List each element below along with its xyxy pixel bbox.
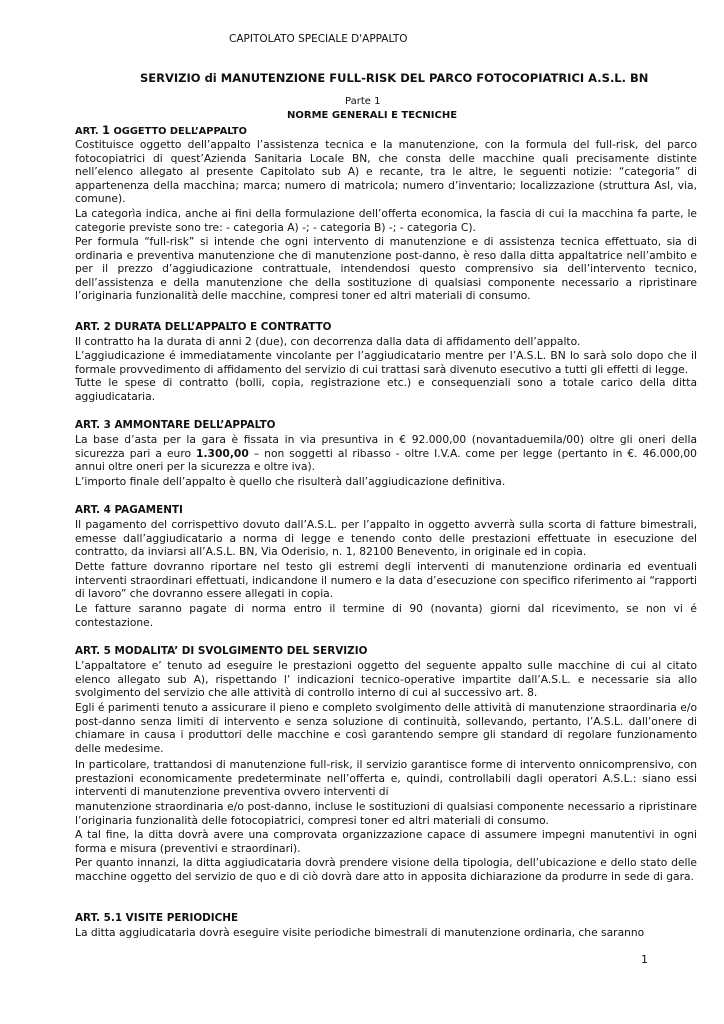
art3-paragraph-1 xyxy=(75,433,697,474)
art5-paragraph-2: Egli é parimenti tenuto a assicurare il pieno e completo svolgimento delle attività di manutenzione straordinaria e/o post-danno senza limiti di intervento e senza soluzione di continuità, sollevando, pertanto, l’A.S.L. dall’onere di chiamare in causa i produttori delle macchine e così garantendo sempre gli standard di regolare funzionamento delle medesime. xyxy=(75,701,697,755)
art5-paragraph-3-continued: manutenzione straordinaria e/o post-danno, incluse le sostituzioni di qualsiasi componente necessario a ripristinare l’originaria funzionalità delle fotocopiatrici, compresi toner ed altri materiali di consumo. xyxy=(75,800,697,827)
art3-paragraph-2: L’importo finale dell’appalto è quello che risulterà dall’aggiudicazione definitiva. xyxy=(75,475,506,488)
art2-heading: ART. 2 DURATA DELL’APPALTO E CONTRATTO xyxy=(75,321,332,333)
art1-paragraph-2: La categorìa indica, anche ai fini della formulazione dell’offerta economica, la fascia di cui la macchina fa parte, le categorie previste sono tre: - categoria A) -; - categoria B) -; - categoria C). xyxy=(75,207,697,234)
part-subtitle: NORME GENERALI E TECNICHE xyxy=(287,110,458,121)
art1-title: OGGETTO DELL’APPALTO xyxy=(113,126,247,137)
art1-paragraph-1: Costituisce oggetto dell’appalto l’assistenza tecnica e la manutenzione, con la formula del full-risk, del parco fotocopiatrici di quest’Azienda Sanitaria Locale BN, che consta delle macchine quali precisamente distinte nell’elenco allegato al presente Capitolato sub A) e recante, tra le altre, le seguenti notizie: “categoria” di appartenenza della macchina; marca; numero di matricola; numero d’inventario; localizzazione (struttura Asl, via, comune). xyxy=(75,138,697,206)
art4-paragraph-1: Il pagamento del corrispettivo dovuto dall’A.S.L. per l’appalto in oggetto avverrà sulla scorta di fatture bimestrali, emesse dall’aggiudicatario a norma di legge e tenendo conto delle prestazioni effettuate in esecuzione del contratto, da inviarsi all’A.S.L. BN, Via Oderisio, n. 1, 82100 Benevento, in originale ed in copia. xyxy=(75,518,697,559)
document-header: CAPITOLATO SPECIALE D'APPALTO xyxy=(229,33,408,45)
art5-1-paragraph-1: La ditta aggiudicataria dovrà eseguire visite periodiche bimestrali di manutenzione ordinaria, che saranno xyxy=(75,926,645,939)
art1-heading xyxy=(75,124,697,139)
art1-paragraph-3: Per formula “full-risk” si intende che ogni intervento di manutenzione e di assistenza tecnica effettuato, sia di ordinaria e preventiva manutenzione che di manutenzione post-danno, è reso dalla ditta appaltatrice nell’ambito e per il prezzo d’aggiudicazione contrattuale, intendendosi questo comprensivo sia dell’intervento tecnico, dell’assistenza e della manutenzione che della sostituzione di qualsiasi componente necessario a ripristinare l’originaria funzionalità delle macchine, compresi toner ed altri materiali di consumo. xyxy=(75,235,697,303)
art5-paragraph-4: A tal fine, la ditta dovrà avere una comprovata organizzazione capace di assumere impegni manutentivi in ogni forma e misura (preventivi e straordinari). xyxy=(75,828,697,855)
art5-paragraph-1: L’appaltatore e’ tenuto ad eseguire le prestazioni oggetto del seguente appalto sulle macchine di cui al citato elenco allegato sub A), rispettando l’ indicazioni tecnico-operative impartite dall’A.S.L. e necessarie sia allo svolgimento del servizio che alle attività di controllo interno di cui al successivo art. 8. xyxy=(75,659,697,700)
page-number: 1 xyxy=(641,953,648,966)
art1-prefix: ART. xyxy=(75,126,99,137)
art3-security-amount: 1.300,00 xyxy=(196,446,249,460)
part-label: Parte 1 xyxy=(345,96,381,107)
art3-heading: ART. 3 AMMONTARE DELL’APPALTO xyxy=(75,419,276,431)
art5-heading: ART. 5 MODALITA’ DI SVOLGIMENTO DEL SERVIZIO xyxy=(75,645,368,657)
art4-heading: ART. 4 PAGAMENTI xyxy=(75,504,183,516)
art2-paragraph-1: Il contratto ha la durata di anni 2 (due), con decorrenza dalla data di affidamento dell’appalto. xyxy=(75,335,581,348)
art1-number: 1 xyxy=(102,123,111,137)
art5-1-heading: ART. 5.1 VISITE PERIODICHE xyxy=(75,912,239,924)
art3-text-a: La base d’asta per la gara è fissata in via presuntiva in € 92.000,00 (novantaduemila/00) oltre gli oneri della sicurezza pari a euro xyxy=(75,433,697,460)
art4-paragraph-3: Le fatture saranno pagate di norma entro il termine di 90 (novanta) giorni dal ricevimento, se non vi é contestazione. xyxy=(75,602,697,629)
art3-text-b: – non soggetti al ribasso - oltre I.V.A. come per legge (pertanto in €. 46.000,00 annui oltre oneri per la sicurezza e oltre iva). xyxy=(75,446,697,474)
art2-paragraph-3: Tutte le spese di contratto (bolli, copia, registrazione etc.) e consequenziali sono a totale carico della ditta aggiudicataria. xyxy=(75,376,697,403)
art5-paragraph-5: Per quanto innanzi, la ditta aggiudicataria dovrà prendere visione della tipologia, dell’ubicazione e dello stato delle macchine oggetto del servizio de quo e di ciò dovrà dare atto in apposita dichiarazione da produrre in sede di gara. xyxy=(75,856,697,883)
art5-paragraph-3: In particolare, trattandosi di manutenzione full-risk, il servizio garantisce forme di intervento onnicomprensivo, con prestazioni economicamente predeterminate nell’offerta e, quindi, controllabili dagli operatori A.S.L.: siano essi interventi di manutenzione preventiva ovvero interventi di xyxy=(75,758,697,799)
art4-paragraph-2: Dette fatture dovranno riportare nel testo gli estremi degli interventi di manutenzione ordinaria ed eventuali interventi straordinari effettuati, indicandone il numero e la data d’esecuzione con specifico riferimento ai “rapporti di lavoro” che dovranno essere allegati in copia. xyxy=(75,560,697,601)
document-title: SERVIZIO di MANUTENZIONE FULL-RISK DEL PARCO FOTOCOPIATRICI A.S.L. BN xyxy=(140,71,649,85)
art2-paragraph-2: L’aggiudicazione é immediatamente vincolante per l’aggiudicatario mentre per l’A.S.L. BN lo sarà solo dopo che il formale provvedimento di affidamento del servizio di cui trattasi sarà divenuto esecutivo a tutti gli effetti di legge. xyxy=(75,349,697,376)
